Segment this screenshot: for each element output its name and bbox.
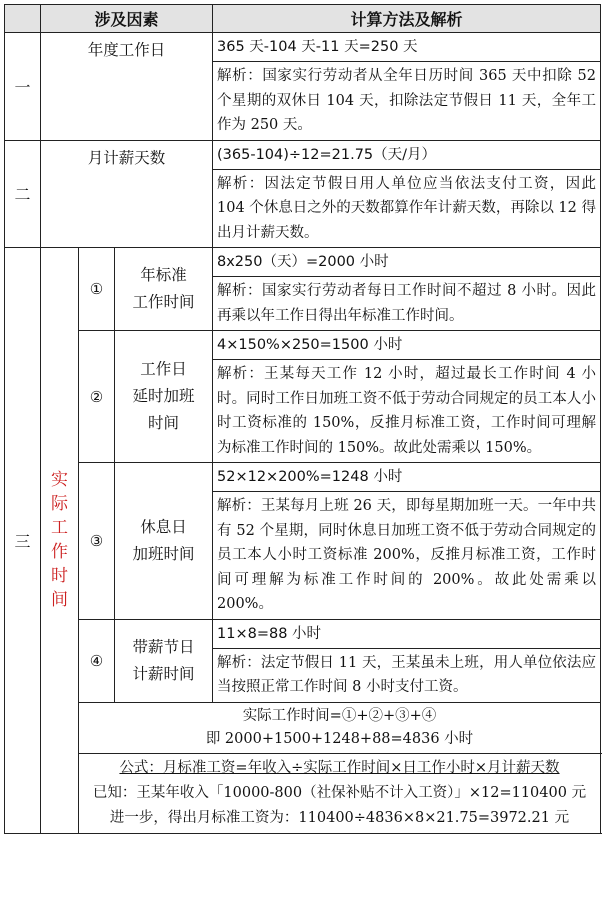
item-3-formula: 52×12×200%=1248 小时	[213, 463, 601, 492]
item-4-number: ④	[79, 619, 115, 702]
section-one-formula-row	[5, 33, 601, 62]
item-1-name-line: 工作时间	[132, 293, 195, 311]
item-4-formula: 11×8=88 小时	[213, 619, 601, 648]
section-two-explanation: 解析：因法定节假日用人单位应当依法支付工资，因此 104 个休息日之外的天数都算作年计薪天数，再除以 12 得出月计薪天数。	[213, 169, 601, 248]
total-line-2: 即 2000+1500+1248+88=4836 小时	[205, 730, 474, 747]
section-two-label: 月计薪天数	[41, 140, 213, 248]
item-1-formula-row	[5, 248, 601, 277]
header-method: 计算方法及解析	[213, 5, 601, 33]
total-cell	[79, 702, 601, 753]
section-one-number: 一	[5, 33, 41, 141]
section-three-label	[41, 248, 79, 834]
item-2-name-line: 工作日	[140, 360, 187, 378]
label-char: 间	[51, 590, 68, 611]
item-2-name-line: 时间	[147, 414, 179, 432]
footer-known: 已知：王某年收入「10000-800（社保补贴不计入工资）」×12=110400 元	[92, 784, 587, 801]
item-3-explanation: 解析：王某每月上班 26 天，即每星期加班一天。一年中共有 52 个星期，同时休息日加班工资不低于劳动合同规定的员工本人小时工资标准 200%，反推月标准工资，工作时间可理解为标准工作时间的 200%。故此处需乘以 200%。	[213, 492, 601, 620]
footer-row	[5, 753, 601, 833]
salary-calculation-table	[4, 4, 601, 834]
item-1-explanation: 解析：国家实行劳动者每日工作时间不超过 8 小时。因此再乘以年工作日得出年标准工作时间。	[213, 277, 601, 331]
item-2-name	[115, 331, 213, 463]
item-4-name-line: 带薪节日	[132, 637, 195, 656]
header-blank-cell	[5, 5, 41, 33]
section-two-number: 二	[5, 140, 41, 248]
item-4-name	[115, 619, 213, 702]
footer-result: 进一步，得出月标准工资为：110400÷4836×8×21.75=3972.21 元	[109, 809, 570, 826]
section-three-number: 三	[5, 248, 41, 834]
item-3-name	[115, 463, 213, 620]
section-two-formula: (365-104)÷12=21.75（天/月）	[213, 140, 601, 169]
item-1-number: ①	[79, 248, 115, 331]
item-2-name-line: 延时加班	[132, 387, 195, 405]
footer-cell	[79, 753, 601, 833]
item-2-formula-row	[5, 331, 601, 360]
section-one-formula: 365 天-104 天-11 天=250 天	[213, 33, 601, 62]
item-3-name-line: 加班时间	[132, 544, 195, 563]
label-char: 实	[51, 470, 68, 491]
item-4-formula-row	[5, 619, 601, 648]
footer-formula: 公式：月标准工资=年收入÷实际工作时间×日工作小时×月计薪天数	[119, 759, 560, 776]
label-char: 时	[51, 566, 68, 587]
label-char: 际	[51, 494, 68, 515]
item-1-name	[115, 248, 213, 331]
item-4-name-line: 计薪时间	[132, 664, 195, 683]
section-one-label: 年度工作日	[41, 33, 213, 141]
item-2-explanation: 解析：王某每天工作 12 小时，超过最长工作时间 4 小时。同时工作日加班工资不低于劳动合同规定的员工本人小时工资标准的 150%，反推月标准工资，工作时间可理解为标准工作时间的 150%。故此处需乘以 150%。	[213, 360, 601, 463]
item-3-name-line: 休息日	[140, 517, 187, 536]
item-2-number: ②	[79, 331, 115, 463]
item-1-formula: 8x250（天）=2000 小时	[213, 248, 601, 277]
item-1-name-line: 年标准	[140, 266, 187, 284]
item-2-formula: 4×150%×250=1500 小时	[213, 331, 601, 360]
total-row	[5, 702, 601, 753]
table-header-row	[5, 5, 601, 33]
section-two-formula-row	[5, 140, 601, 169]
item-3-number: ③	[79, 463, 115, 620]
total-line-1: 实际工作时间=①+②+③+④	[242, 707, 437, 724]
label-char: 工	[51, 518, 68, 539]
item-4-explanation: 解析：法定节假日 11 天，王某虽未上班，用人单位依法应当按照正常工作时间 8 小时支付工资。	[213, 648, 601, 702]
section-one-explanation: 解析：国家实行劳动者从全年日历时间 365 天中扣除 52 个星期的双休日 104 天，扣除法定节假日 11 天，全年工作为 250 天。	[213, 62, 601, 141]
item-3-formula-row	[5, 463, 601, 492]
label-char: 作	[51, 542, 68, 563]
header-factor: 涉及因素	[41, 5, 213, 33]
